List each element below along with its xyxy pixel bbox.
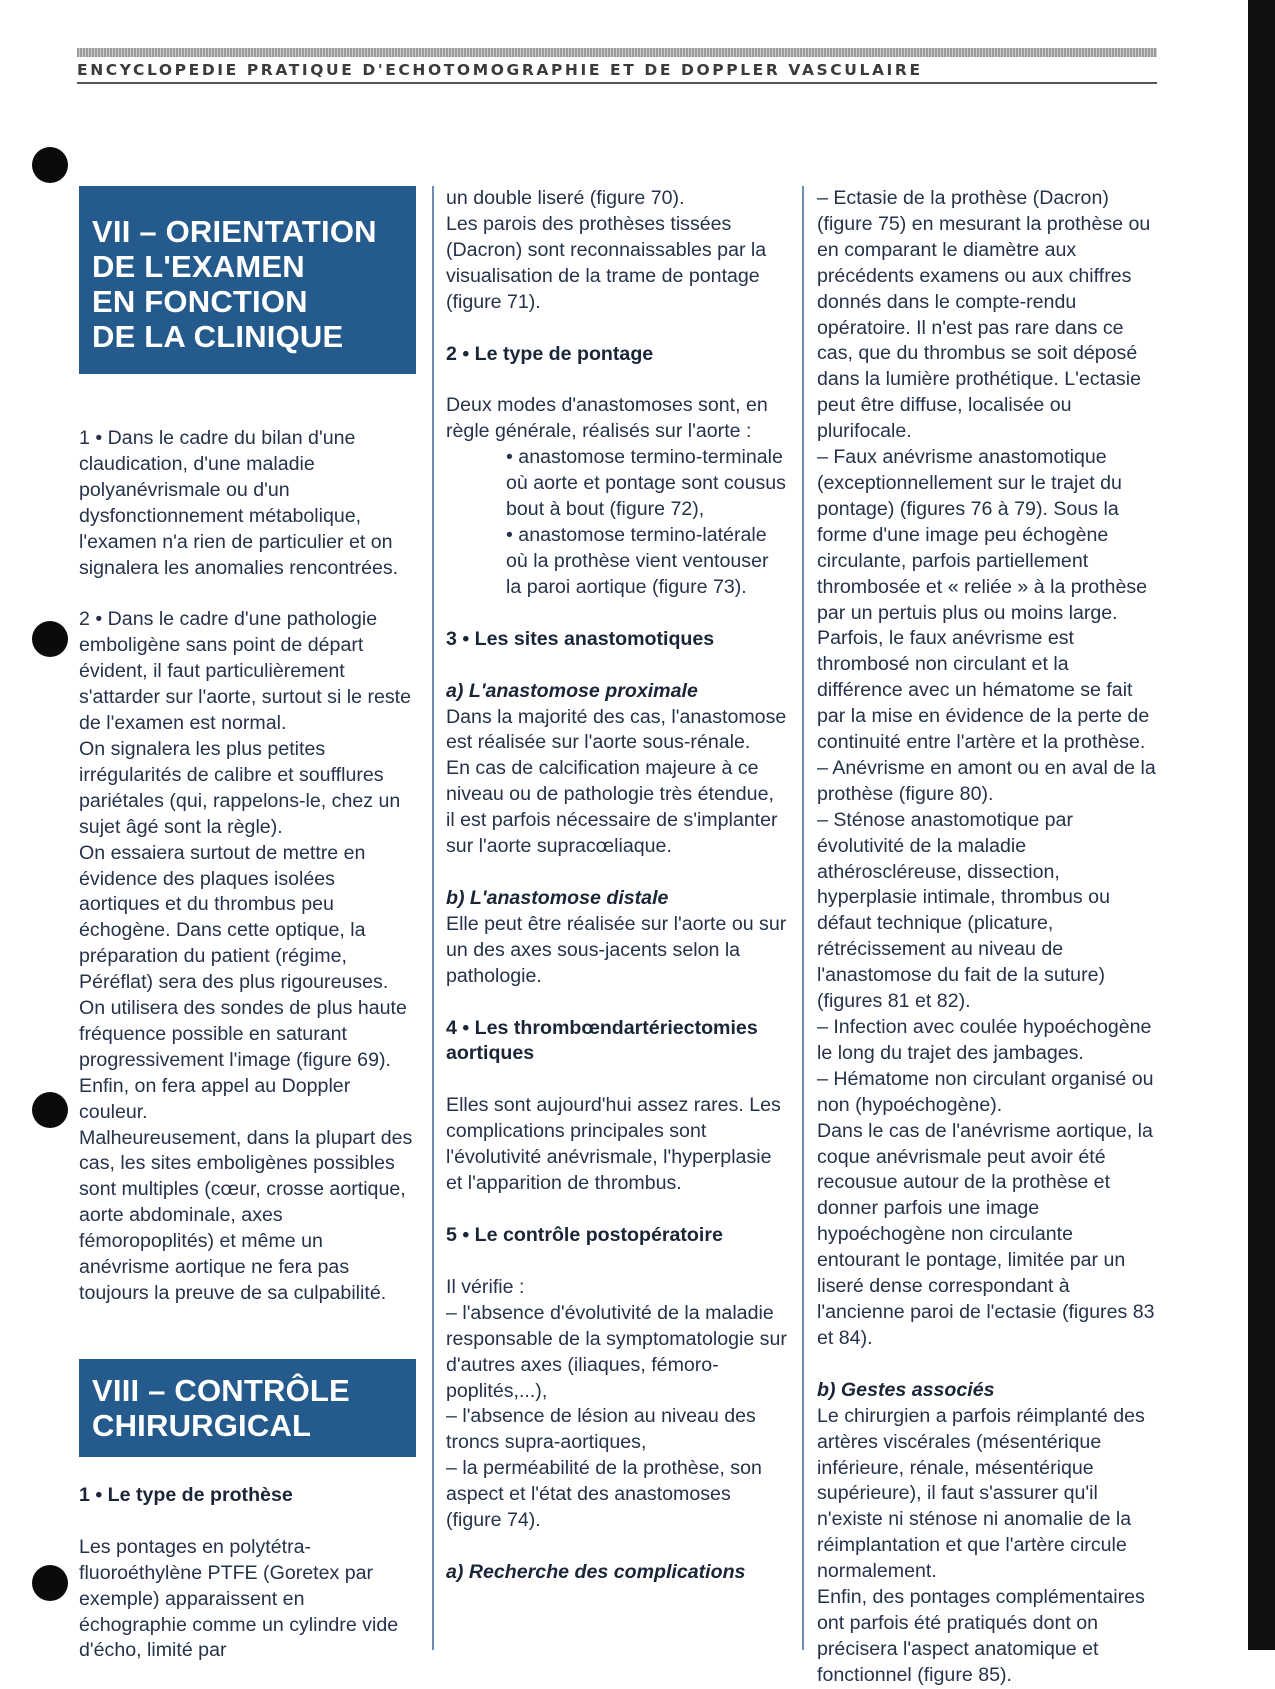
column-divider [432,186,434,1650]
punch-hole [32,621,68,657]
subheading-italic: a) Recherche des complications [446,1560,746,1583]
bullet-item: • anastomose termino-terminale où aorte et pontage sont cousus bout à bout (figure 72), [506,446,786,521]
list-item: – Anévrisme en amont ou en aval de la prothèse (figure 80). [817,756,1156,805]
paragraph: Elle peut être réalisée sur l'aorte ou sur un des axes sous-jacents selon la pathologie. [446,912,787,987]
subheading-italic: b) L'anastomose distale [446,886,669,909]
section-heading-line: DE L'EXAMEN [92,249,305,284]
subheading: 5 • Le contrôle postopératoire [446,1224,723,1246]
section-heading-line: VIII – CONTRÔLE [92,1372,350,1408]
header-rule [77,48,1157,57]
punch-hole [32,1092,68,1128]
paragraph: On essaiera surtout de mettre en évidence des plaques isolées aortiques et du thrombus peu échogène. Dans cette optique, la préparation du patient (régime, Péréflat) sera des plus rigoureuses. On utilisera des sondes de plus haute fréquence possible en saturant progressivement l'image (figure 69). Enfin, on fera appel au Doppler couleur. [79,841,407,1123]
section-heading-line: DE LA CLINIQUE [92,319,344,354]
paragraph: En cas de calcification majeure à ce niveau ou de pathologie très étendue, il est parfois nécessaire de s'implanter sur l'aorte supracœliaque. [446,757,778,858]
list-item: – Sténose anastomotique par évolutivité de la maladie athéroscléreuse, dissection, hyperplasie intimale, thrombus ou défaut technique (plicature, rétrécissement au niveau de l'anastomose du fait de la suture) (figures 81 et 82). [817,808,1110,1013]
section-heading-line: VII – ORIENTATION [92,214,377,249]
subheading-italic: b) Gestes associés [817,1378,995,1401]
section-heading-line: EN FONCTION [92,284,308,319]
paragraph: Dans le cas de l'anévrisme aortique, la coque anévrismale peut avoir été recousue autour de la prothèse et donner parfois une image hypoéchogène non circulante entourant le pontage, limitée par un liseré dense correspondant à l'ancienne paroi de l'ectasie (figures 83 et 84). [817,1119,1155,1349]
paragraph: 1 • Dans le cadre du bilan d'une claudication, d'une maladie polyanévrismale ou d'un dysfonctionnement métabolique, l'examen n'a rien de particulier et on signalera les anomalies rencontrées. [79,427,399,579]
paragraph: Enfin, des pontages complémentaires ont parfois été pratiqués dont on précisera l'aspect anatomique et fonctionnel (figure 85). [817,1586,1145,1686]
paragraph: Le chirurgien a parfois réimplanté des artères viscérales (mésentérique inférieure, rénale, mésentérique supérieure), il faut s'assurer qu'il n'existe ni sténose ni anomalie de la réimplantation et que l'artère circule normalement. [817,1404,1145,1583]
bullet-item: • anastomose termino-latérale où la prothèse vient ventouser la paroi aortique (figure 73). [506,523,769,598]
subheading: 4 • Les thrombœndartériectomies aortiques [446,1016,758,1065]
paragraph: Dans la majorité des cas, l'anastomose est réalisée sur l'aorte sous-rénale. [446,705,787,754]
column-left [79,186,416,1664]
column-middle [446,186,788,1586]
paragraph: Les parois des prothèses tissées (Dacron) sont reconnaissables par la visualisation de la trame de pontage (figure 71). [446,212,767,313]
section-heading-vii [79,186,416,374]
list-item: – Hématome non circulant organisé ou non (hypoéchogène). [817,1067,1154,1116]
list-item: – Infection avec coulée hypoéchogène le long du trajet des jambages. [817,1016,1152,1064]
column-divider [802,186,804,1650]
list-item: – l'absence d'évolutivité de la maladie responsable de la symptomatologie sur d'autres axes (iliaques, fémoro-poplités,...), [446,1301,787,1402]
paragraph: Les pontages en polytétra-fluoroéthylène PTFE (Goretex par exemple) apparaissent en échographie comme un cylindre vide d'écho, limité par [79,1535,399,1662]
paragraph: Malheureusement, dans la plupart des cas, les sites emboligènes possibles sont multiples (cœur, crosse aortique, aorte abdominale, axes fémoropoplités) et même un anévrisme aortique ne fera pas toujours la preuve de sa culpabilité. [79,1126,413,1304]
subheading-italic: a) L'anastomose proximale [446,679,698,702]
punch-hole [32,1565,68,1601]
paragraph: 2 • Dans le cadre d'une pathologie emboligène sans point de départ évident, il faut particulièrement s'attarder sur l'aorte, surtout si le reste de l'examen est normal. [79,608,412,735]
subheading: 1 • Le type de prothèse [79,1483,293,1506]
subheading: 3 • Les sites anastomotiques [446,627,715,650]
page-edge-shadow [1248,0,1275,1650]
section-heading-line: CHIRURGICAL [92,1407,312,1443]
column-right [817,186,1159,1689]
list-item: – la perméabilité de la prothèse, son aspect et l'état des anastomoses (figure 74). [446,1457,762,1532]
paragraph: Elles sont aujourd'hui assez rares. Les complications principales sont l'évolutivité anévrismale, l'hyperplasie et l'apparition de thrombus. [446,1094,781,1195]
list-item: – Ectasie de la prothèse (Dacron) (figure 75) en mesurant la prothèse ou en comparant le diamètre aux précédents examens ou aux chiffres donnés dans le compte-rendu opératoire. Il n'est pas rare dans ce cas, que du thrombus se soit déposé dans la lumière prothétique. L'ectasie peut être diffuse, localisée ou plurifocale. [817,187,1151,443]
punch-hole [32,147,68,183]
paragraph: On signalera les plus petites irrégularités de calibre et soufflures pariétales (qui, rappelons-le, chez un sujet âgé sont la règle). [79,737,401,838]
section-heading-viii [79,1359,416,1457]
paragraph: Deux modes d'anastomoses sont, en règle générale, réalisés sur l'aorte : [446,394,768,443]
paragraph: Il vérifie : [446,1275,525,1298]
paragraph: un double liseré (figure 70). [446,187,685,209]
header-underline [77,82,1157,84]
list-item: – l'absence de lésion au niveau des troncs supra-aortiques, [446,1405,756,1454]
running-header: ENCYCLOPEDIE PRATIQUE D'ECHOTOMOGRAPHIE ET DE DOPPLER VASCULAIRE [77,61,923,79]
list-item: – Faux anévrisme anastomotique (exceptionnellement sur le trajet du pontage) (figures 76 à 79). Sous la forme d'une image peu échogène circulante, parfois partiellement thrombosée et « reliée » à la prothèse par un pertuis plus ou moins large. Parfois, le faux anévrisme est thrombosé non circulant et la différence avec un hématome se fait par la mise en évidence de la perte de continuité entre l'artère et la prothèse. [817,446,1150,754]
subheading: 2 • Le type de pontage [446,342,654,365]
